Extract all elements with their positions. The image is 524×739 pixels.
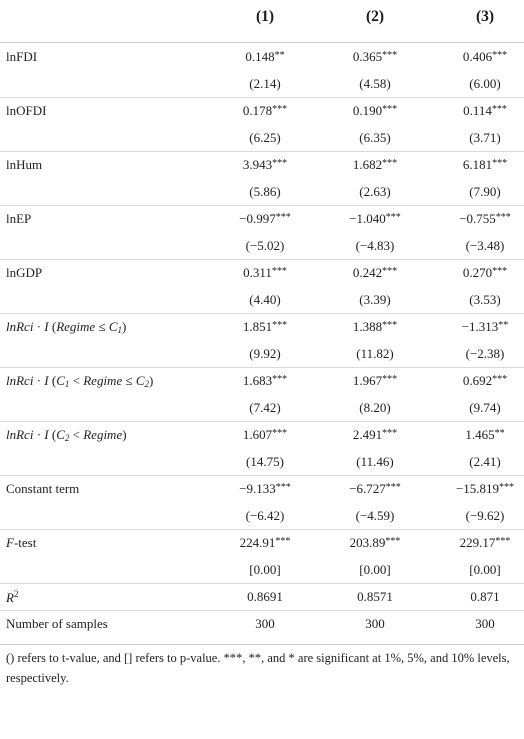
cell-value: (9.92) — [249, 346, 281, 361]
significance-stars: *** — [382, 104, 398, 115]
cell-value: (14.75) — [246, 454, 284, 469]
significance-stars: *** — [275, 482, 291, 493]
table-cell — [320, 211, 430, 227]
cell-value: 0.8691 — [247, 589, 283, 604]
table-row — [0, 313, 524, 340]
table-cell — [430, 265, 524, 281]
row-label: lnFDI — [6, 49, 38, 64]
cell-value: (2.41) — [469, 454, 501, 469]
row-label: Number of samples — [6, 616, 108, 631]
cell-value: (3.39) — [359, 292, 391, 307]
table-row — [0, 367, 524, 394]
table-cell — [210, 400, 320, 416]
table-cell — [430, 346, 524, 362]
significance-stars: *** — [272, 428, 288, 439]
table-cell — [210, 49, 320, 65]
table-footnote: () refers to t-value, and [] refers to p-value. ***, **, and * are significant at 1%, 5%, and 10% levels, respectively. — [6, 651, 510, 685]
significance-stars: *** — [382, 266, 398, 277]
cell-value: (11.46) — [356, 454, 394, 469]
cell-value: −0.997 — [239, 211, 276, 226]
significance-stars: *** — [382, 50, 398, 61]
significance-stars: *** — [499, 482, 515, 493]
table-cell — [210, 292, 320, 308]
table-cell — [210, 373, 320, 389]
table-row — [0, 583, 524, 611]
column-header-2: (2) — [365, 8, 385, 25]
cell-value: (7.42) — [249, 400, 281, 415]
table-header — [0, 0, 524, 43]
table-row — [0, 448, 524, 476]
table-row — [0, 421, 524, 448]
table-cell — [430, 562, 524, 578]
cell-value: (4.40) — [249, 292, 281, 307]
table-cell — [210, 211, 320, 227]
cell-value: (11.82) — [356, 346, 394, 361]
table-cell — [320, 319, 430, 335]
table-cell — [430, 373, 524, 389]
cell-value: (4.58) — [359, 76, 391, 91]
table-row — [0, 124, 524, 152]
table-cell — [210, 157, 320, 173]
table-row — [0, 232, 524, 260]
cell-value: [0.00] — [359, 562, 391, 577]
cell-value: 300 — [365, 616, 385, 631]
cell-value: (2.63) — [359, 184, 391, 199]
table-cell — [320, 184, 430, 200]
table-row — [0, 97, 524, 124]
significance-stars: *** — [495, 536, 511, 547]
cell-value: 1.683 — [242, 373, 273, 388]
cell-value: 0.692 — [462, 373, 493, 388]
table-cell — [430, 616, 524, 632]
table-row — [0, 394, 524, 422]
cell-value: 3.943 — [242, 157, 273, 172]
cell-value: 0.365 — [352, 49, 383, 64]
significance-stars: *** — [382, 320, 398, 331]
table-cell — [320, 508, 430, 524]
table-cell — [430, 589, 524, 605]
cell-value: 1.967 — [352, 373, 383, 388]
table-cell — [320, 49, 430, 65]
table-cell — [320, 76, 430, 92]
cell-value: (−4.83) — [355, 238, 395, 253]
cell-value: 1.682 — [352, 157, 383, 172]
cell-value: (7.90) — [469, 184, 501, 199]
table-cell — [430, 400, 524, 416]
table-cell — [320, 400, 430, 416]
cell-value: 1.388 — [352, 319, 383, 334]
table-cell — [320, 238, 430, 254]
table-cell — [430, 238, 524, 254]
cell-value: 0.178 — [242, 103, 273, 118]
row-label: lnRci · I (Regime ≤ $C_1$) — [6, 319, 127, 335]
significance-stars: *** — [492, 50, 508, 61]
cell-value: −6.727 — [349, 481, 386, 496]
significance-stars: *** — [271, 266, 287, 277]
table-cell — [320, 292, 430, 308]
cell-value: [0.00] — [469, 562, 501, 577]
table-cell — [430, 184, 524, 200]
table-cell — [430, 508, 524, 524]
cell-value: −9.133 — [239, 481, 276, 496]
cell-value: (6.35) — [359, 130, 391, 145]
cell-value: 1.851 — [242, 319, 273, 334]
table-row — [0, 475, 524, 502]
significance-stars: ** — [494, 428, 505, 439]
table-cell — [430, 535, 524, 551]
table-cell — [320, 130, 430, 146]
table-cell — [430, 130, 524, 146]
cell-value: (−6.42) — [245, 508, 285, 523]
table-row — [0, 70, 524, 98]
table-cell — [210, 130, 320, 146]
table-cell — [210, 346, 320, 362]
significance-stars: *** — [385, 536, 401, 547]
cell-value: 0.8571 — [357, 589, 393, 604]
table-cell — [430, 76, 524, 92]
table-cell — [210, 616, 320, 632]
row-label: lnHum — [6, 157, 43, 172]
cell-value: 300 — [255, 616, 275, 631]
table-cell — [430, 211, 524, 227]
significance-stars: *** — [272, 374, 288, 385]
table-row — [0, 151, 524, 178]
cell-value: (−9.62) — [465, 508, 505, 523]
cell-value: 0.311 — [243, 265, 272, 280]
cell-value: −15.819 — [455, 481, 500, 496]
cell-value: (−4.59) — [355, 508, 395, 523]
table-cell — [210, 265, 320, 281]
table-row — [0, 43, 524, 70]
cell-value: (3.53) — [469, 292, 501, 307]
cell-value: 229.17 — [459, 535, 496, 550]
cell-value: −1.040 — [349, 211, 386, 226]
cell-value: (6.00) — [469, 76, 501, 91]
table-cell — [430, 292, 524, 308]
cell-value: [0.00] — [249, 562, 281, 577]
table-cell — [320, 427, 430, 443]
row-label: lnOFDI — [6, 103, 47, 118]
cell-value: (3.71) — [469, 130, 501, 145]
table-cell — [210, 589, 320, 605]
cell-value: (9.74) — [469, 400, 501, 415]
cell-value: 2.491 — [352, 427, 383, 442]
significance-stars: *** — [275, 212, 291, 223]
column-header-1: (1) — [255, 8, 275, 25]
cell-value: (8.20) — [359, 400, 391, 415]
row-label: lnEP — [6, 211, 32, 226]
table-cell — [210, 103, 320, 119]
table-cell — [320, 373, 430, 389]
cell-value: 203.89 — [349, 535, 386, 550]
table-cell — [210, 184, 320, 200]
significance-stars: *** — [272, 104, 288, 115]
cell-value: (5.86) — [249, 184, 281, 199]
table-row — [0, 286, 524, 314]
table-bottom-rule — [0, 644, 524, 645]
significance-stars: *** — [491, 104, 507, 115]
table-cell — [210, 76, 320, 92]
cell-value: −1.313 — [461, 319, 499, 334]
column-header-3: (3) — [475, 8, 495, 25]
table-cell — [320, 535, 430, 551]
cell-value: 0.148 — [245, 49, 275, 64]
table-cell — [210, 562, 320, 578]
table-row — [0, 610, 524, 637]
table-row — [0, 340, 524, 368]
significance-stars: *** — [495, 212, 511, 223]
table-row — [0, 556, 524, 584]
table-cell — [210, 454, 320, 470]
cell-value: 6.181 — [462, 157, 493, 172]
table-cell — [320, 157, 430, 173]
table-cell — [210, 535, 320, 551]
table-row — [0, 502, 524, 530]
cell-value: 300 — [475, 616, 495, 631]
cell-value: 1.607 — [242, 427, 273, 442]
table-cell — [430, 454, 524, 470]
table-cell — [320, 346, 430, 362]
table-cell — [430, 49, 524, 65]
table-cell — [210, 238, 320, 254]
cell-value: (−3.48) — [465, 238, 505, 253]
significance-stars: *** — [492, 374, 508, 385]
cell-value: 0.270 — [462, 265, 493, 280]
cell-value: (−2.38) — [465, 346, 505, 361]
table-cell — [320, 265, 430, 281]
cell-value: −0.755 — [459, 211, 496, 226]
table-row — [0, 178, 524, 206]
table-cell — [430, 157, 524, 173]
table-row — [0, 529, 524, 556]
cell-value: 0.406 — [462, 49, 493, 64]
cell-value: 0.114 — [463, 103, 492, 118]
table-cell — [320, 616, 430, 632]
cell-value: (2.14) — [249, 76, 281, 91]
significance-stars: ** — [498, 320, 509, 331]
table-cell — [320, 562, 430, 578]
row-label: Constant term — [6, 481, 80, 496]
row-label: $R^2$ — [6, 589, 19, 605]
significance-stars: *** — [382, 158, 398, 169]
significance-stars: *** — [382, 374, 398, 385]
significance-stars: *** — [492, 158, 508, 169]
cell-value: 0.242 — [352, 265, 383, 280]
table-cell — [320, 589, 430, 605]
table-cell — [210, 427, 320, 443]
row-label: F-test — [6, 535, 37, 550]
cell-value: 1.465 — [465, 427, 495, 442]
significance-stars: *** — [385, 212, 401, 223]
significance-stars: *** — [272, 320, 288, 331]
table-cell — [430, 427, 524, 443]
significance-stars: *** — [492, 266, 508, 277]
table-cell — [430, 103, 524, 119]
cell-value: 224.91 — [239, 535, 276, 550]
cell-value: 0.871 — [470, 589, 500, 604]
significance-stars: *** — [275, 536, 291, 547]
table-row — [0, 259, 524, 286]
table-row — [0, 205, 524, 232]
table-cell — [210, 319, 320, 335]
table-cell — [320, 103, 430, 119]
cell-value: (−5.02) — [245, 238, 285, 253]
table-cell — [210, 481, 320, 497]
table-cell — [320, 481, 430, 497]
table-cell — [430, 319, 524, 335]
significance-stars: *** — [382, 428, 398, 439]
row-label: lnRci · I ($C_2$ < Regime) — [6, 427, 127, 443]
significance-stars: *** — [385, 482, 401, 493]
cell-value: (6.25) — [249, 130, 281, 145]
cell-value: 0.190 — [352, 103, 383, 118]
table-cell — [430, 481, 524, 497]
row-label: lnGDP — [6, 265, 43, 280]
significance-stars: ** — [274, 50, 285, 61]
significance-stars: *** — [272, 158, 288, 169]
row-label: lnRci · I ($C_1$ < Regime ≤ $C_2$) — [6, 373, 154, 389]
table-cell — [210, 508, 320, 524]
table-cell — [320, 454, 430, 470]
